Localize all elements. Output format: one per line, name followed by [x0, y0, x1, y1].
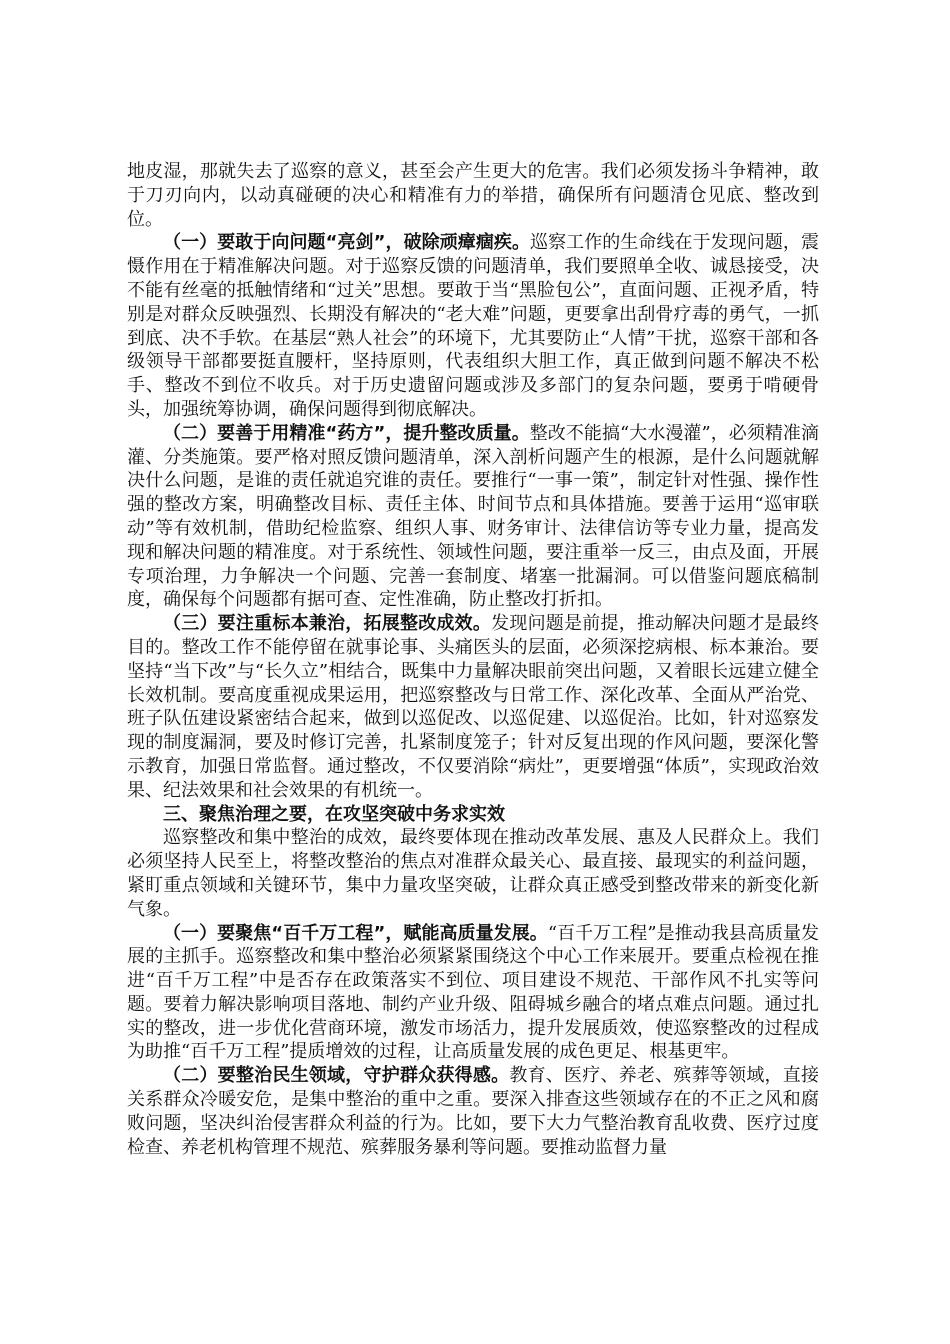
paragraph-2 — [127, 422, 819, 612]
document-page — [127, 160, 819, 1159]
paragraph-continuation: 地皮湿，那就失去了巡察的意义，甚至会产生更大的危害。我们必须发扬斗争精神，敢于刀刃向内，以动真碰硬的决心和精准有力的举措，确保所有问题清仓见底、整改到位。 — [127, 161, 819, 230]
paragraph-5-lead: （一）要聚焦“百千万工程”，赋能高质量发展。 — [163, 922, 548, 944]
paragraph-2-lead: （二）要善于用精准“药方”，提升整改质量。 — [163, 422, 530, 444]
paragraph-6-lead: （二）要整治民生领域，守护群众获得感。 — [163, 1065, 510, 1087]
paragraph-2-text: 整改不能搞“大水漫灌”，必须精准滴灌、分类施策。要严格对照反馈问题清单，深入剖析问题产生的根源，是什么问题就解决什么问题，是谁的责任就追究谁的责任。要推行“一事一策”，制定针对性强、操作性强的整改方案，明确整改目标、责任主体、时间节点和具体措施。要善于运用“巡审联动”等有效机制，借助纪检监察、组织人事、财务审计、法律信访等专业力量，提高发现和解决问题的精准度。对于系统性、领域性问题，要注重举一反三，由点及面，开展专项治理，力争解决一个问题、完善一套制度、堵塞一批漏洞。可以借鉴问题底稿制度，确保每个问题都有据可查、定性准确，防止整改打折扣。 — [127, 422, 819, 611]
paragraph-5-text: “百千万工程”是推动我县高质量发展的主抓手。巡察整改和集中整治必须紧紧围绕这个中心工作来展开。要重点检视在推进“百千万工程”中是否存在政策落实不到位、项目建设不规范、干部作风不扎实等问题。要着力解决影响项目落地、制约产业升级、阻碍城乡融合的堵点难点问题。通过扎实的整改，进一步优化营商环境，激发市场活力，提升发展质效，使巡察整改的过程成为助推“百千万工程”提质增效的过程，让高质量发展的成色更足、根基更牢。 — [127, 922, 819, 1063]
paragraph-3-lead: （三）要注重标本兼治，拓展整改成效。 — [163, 613, 492, 635]
paragraph-3-text: 发现问题是前提，推动解决问题才是最终目的。整改工作不能停留在就事论事、头痛医头的层面，必须深挖病根、标本兼治。要坚持“当下改”与“长久立”相结合，既集中力量解决眼前突出问题，又着眼长远建立健全长效机制。要高度重视成果运用，把巡察整改与日常工作、深化改革、全面从严治党、班子队伍建设紧密结合起来，做到以巡促改、以巡促建、以巡促治。比如，针对巡察发现的制度漏洞，要及时修订完善，扎紧制度笼子；针对反复出现的作风问题，要深化警示教育，加强日常监督。通过整改，不仅要消除“病灶”，更要增强“体质”，实现政治效果、纪法效果和社会效果的有机统一。 — [127, 613, 820, 801]
paragraph-6 — [127, 1064, 819, 1159]
paragraph-1 — [127, 231, 819, 421]
paragraph-1-lead: （一）要敢于向问题“亮剑”，破除顽瘴痼疾。 — [163, 232, 531, 254]
section-heading-3: 三、聚焦治理之要，在攻坚突破中务求实效 — [163, 803, 505, 825]
paragraph-5 — [127, 922, 819, 1065]
paragraph-4: 巡察整改和集中整治的成效，最终要体现在推动改革发展、惠及人民群众上。我们必须坚持人民至上，将整改整治的焦点对准群众最关心、最直接、最现实的利益问题，紧盯重点领域和关键环节，集中力量攻坚突破，让群众真正感受到整改带来的新变化新气象。 — [127, 827, 819, 920]
paragraph-6-text: 教育、医疗、养老、殡葬等领域，直接关系群众冷暖安危，是集中整治的重中之重。要深入排查这些领域存在的不正之风和腐败问题，坚决纠治侵害群众利益的行为。比如，要下大力气整治教育乱收费、医疗过度检查、养老机构管理不规范、殡葬服务暴利等问题。要推动监督力量 — [127, 1065, 819, 1158]
paragraph-1-text: 巡察工作的生命线在于发现问题，震慑作用在于精准解决问题。对于巡察反馈的问题清单，我们要照单全收、诚恳接受，决不能有丝毫的抵触情绪和“过关”思想。要敢于当“黑脸包公”，直面问题、正视矛盾，特别是对群众反映强烈、长期没有解决的“老大难”问题，更要拿出刮骨疗毒的勇气，一抓到底、决不手软。在基层“熟人社会”的环境下，尤其要防止“人情”干扰，巡察干部和各级领导干部都要挺直腰杆，坚持原则，代表组织大胆工作，真正做到问题不解决不松手、整改不到位不收兵。对于历史遗留问题或涉及多部门的复杂问题，要勇于啃硬骨头，加强统筹协调，确保问题得到彻底解决。 — [127, 232, 819, 420]
paragraph-3 — [127, 612, 819, 802]
